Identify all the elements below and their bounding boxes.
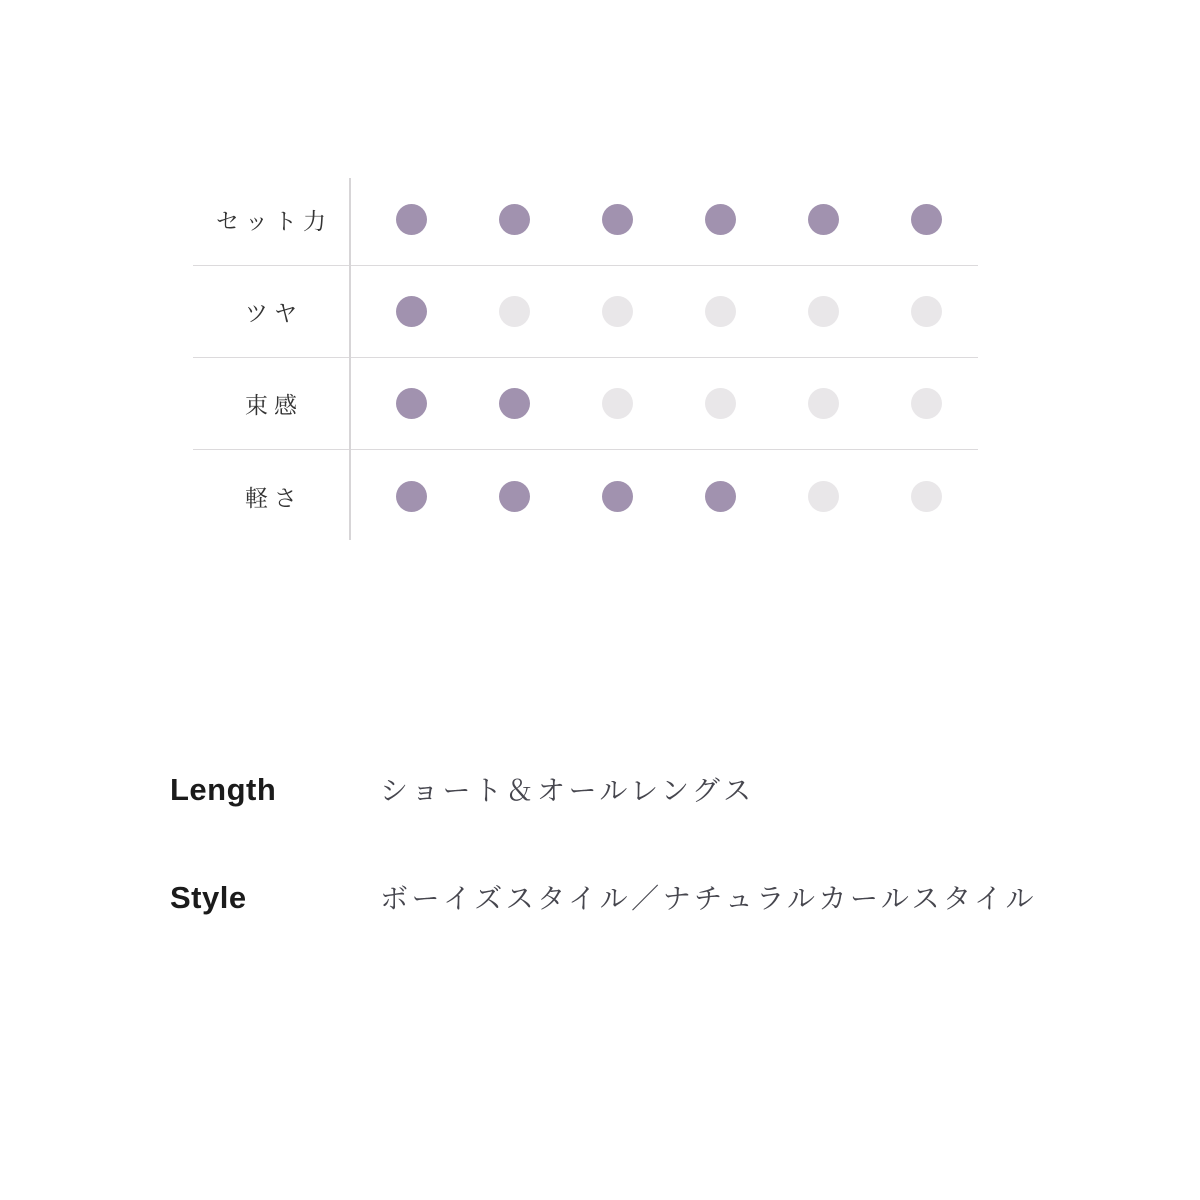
rating-category-label: ツヤ	[245, 301, 303, 327]
dot-filled-icon	[705, 204, 736, 235]
style-label: Style	[170, 880, 247, 915]
dot-empty-icon	[911, 296, 942, 327]
dot-filled-icon	[808, 204, 839, 235]
dot-filled-icon	[705, 481, 736, 512]
rating-category-label: 束感	[245, 393, 303, 419]
spec-list	[170, 769, 1037, 917]
dot-filled-icon	[499, 481, 530, 512]
dot-filled-icon	[911, 204, 942, 235]
dot-empty-icon	[602, 388, 633, 419]
rating-dots	[349, 204, 978, 235]
dot-filled-icon	[499, 204, 530, 235]
dot-filled-icon	[396, 296, 427, 327]
dot-empty-icon	[808, 296, 839, 327]
rating-chart	[193, 174, 978, 542]
length-label: Length	[170, 772, 277, 807]
spec-row-style	[170, 877, 1037, 917]
rating-row	[193, 450, 978, 542]
dot-empty-icon	[705, 296, 736, 327]
rating-row	[193, 174, 978, 266]
chart-axis-line	[349, 178, 351, 540]
dot-filled-icon	[602, 481, 633, 512]
dot-empty-icon	[911, 481, 942, 512]
dot-empty-icon	[808, 388, 839, 419]
rating-dots	[349, 388, 978, 419]
rating-category-label: 軽さ	[245, 485, 303, 512]
rating-dots	[349, 481, 978, 512]
dot-filled-icon	[396, 388, 427, 419]
style-value: ボーイズスタイル／ナチュラルカールスタイル	[380, 883, 1038, 914]
dot-empty-icon	[499, 296, 530, 327]
dot-empty-icon	[602, 296, 633, 327]
rating-row	[193, 266, 978, 358]
dot-filled-icon	[396, 204, 427, 235]
spec-row-length	[170, 769, 1037, 809]
dot-empty-icon	[705, 388, 736, 419]
dot-filled-icon	[396, 481, 427, 512]
rating-rows	[193, 174, 978, 542]
dot-empty-icon	[911, 388, 942, 419]
rating-dots	[349, 296, 978, 327]
dot-empty-icon	[808, 481, 839, 512]
dot-filled-icon	[499, 388, 530, 419]
dot-filled-icon	[602, 204, 633, 235]
rating-category-label: セット力	[216, 209, 332, 235]
length-value: ショート＆オールレングス	[380, 775, 755, 806]
rating-row	[193, 358, 978, 450]
